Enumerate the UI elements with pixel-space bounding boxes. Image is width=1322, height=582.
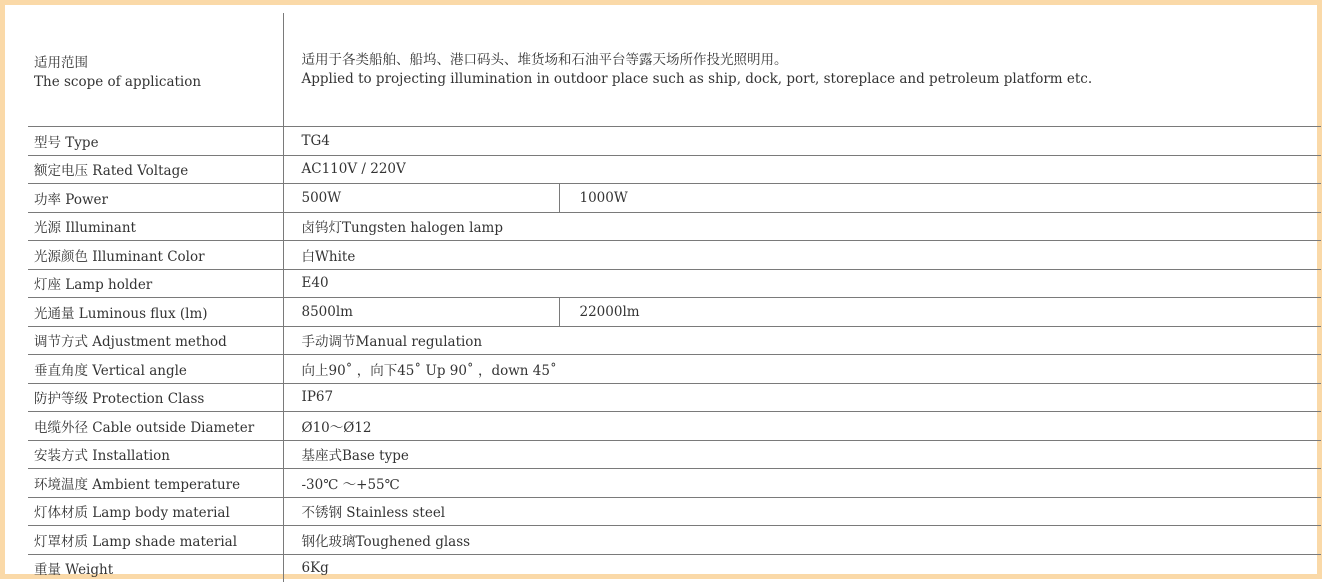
spec-label: 灯罩材质 Lamp shade material <box>28 526 283 555</box>
spec-value: 手动调节Manual regulation <box>283 326 1321 355</box>
spec-value: 22000lm <box>559 298 1321 327</box>
spec-value: E40 <box>283 269 1321 298</box>
spec-value: 1000W <box>559 184 1321 213</box>
spec-label: 灯座 Lamp holder <box>28 269 283 298</box>
spec-value: 钢化玻璃Toughened glass <box>283 526 1321 555</box>
spec-value: 8500lm <box>283 298 559 327</box>
spec-value: 基座式Base type <box>283 440 1321 469</box>
spec-row <box>28 526 1321 555</box>
spec-label: 额定电压 Rated Voltage <box>28 155 283 184</box>
spec-row <box>28 383 1321 412</box>
spec-label: 防护等级 Protection Class <box>28 383 283 412</box>
spec-table-body <box>28 13 1321 582</box>
spec-row <box>28 184 1321 213</box>
spec-value: 6Kg <box>283 554 1321 582</box>
spec-label: 安装方式 Installation <box>28 440 283 469</box>
spec-label: 调节方式 Adjustment method <box>28 326 283 355</box>
spec-row <box>28 497 1321 526</box>
spec-label: 重量 Weight <box>28 554 283 582</box>
spec-label: 光源 Illuminant <box>28 212 283 241</box>
spec-label: 光通量 Luminous flux (lm) <box>28 298 283 327</box>
scope-value-en: Applied to projecting illumination in outdoor place such as ship, dock, port, storeplace and petroleum platform etc. <box>301 70 1093 87</box>
spec-label: 型号 Type <box>28 127 283 156</box>
spec-table <box>28 13 1321 582</box>
spec-value: AC110V / 220V <box>283 155 1321 184</box>
spec-row <box>28 298 1321 327</box>
spec-row <box>28 269 1321 298</box>
scope-label-cn: 适用范围 <box>34 54 88 71</box>
spec-value: Ø10～Ø12 <box>283 412 1321 441</box>
spec-row <box>28 355 1321 384</box>
spec-label: 功率 Power <box>28 184 283 213</box>
scope-value-cell <box>283 13 1321 127</box>
spec-row <box>28 469 1321 498</box>
spec-label: 环境温度 Ambient temperature <box>28 469 283 498</box>
spec-value: IP67 <box>283 383 1321 412</box>
spec-value: TG4 <box>283 127 1321 156</box>
scope-value-cn: 适用于各类船舶、船坞、港口码头、堆货场和石油平台等露天场所作投光照明用。 <box>301 51 788 68</box>
spec-row <box>28 412 1321 441</box>
spec-label: 灯体材质 Lamp body material <box>28 497 283 526</box>
scope-label-en: The scope of application <box>34 73 202 90</box>
spec-value: 500W <box>283 184 559 213</box>
spec-row <box>28 127 1321 156</box>
spec-value: -30℃ ～+55℃ <box>283 469 1321 498</box>
spec-label: 电缆外径 Cable outside Diameter <box>28 412 283 441</box>
spec-label: 光源颜色 Illuminant Color <box>28 241 283 270</box>
spec-row <box>28 554 1321 582</box>
spec-label: 垂直角度 Vertical angle <box>28 355 283 384</box>
spec-row <box>28 241 1321 270</box>
spec-row <box>28 212 1321 241</box>
spec-row <box>28 155 1321 184</box>
spec-row <box>28 440 1321 469</box>
spec-value: 不锈钢 Stainless steel <box>283 497 1321 526</box>
scope-row <box>28 13 1321 127</box>
spec-row <box>28 326 1321 355</box>
spec-value: 向上90˚ ，向下45˚ Up 90˚ ，down 45˚ <box>283 355 1321 384</box>
spec-value: 卤钨灯Tungsten halogen lamp <box>283 212 1321 241</box>
spec-value: 白White <box>283 241 1321 270</box>
scope-label-cell <box>28 13 283 127</box>
